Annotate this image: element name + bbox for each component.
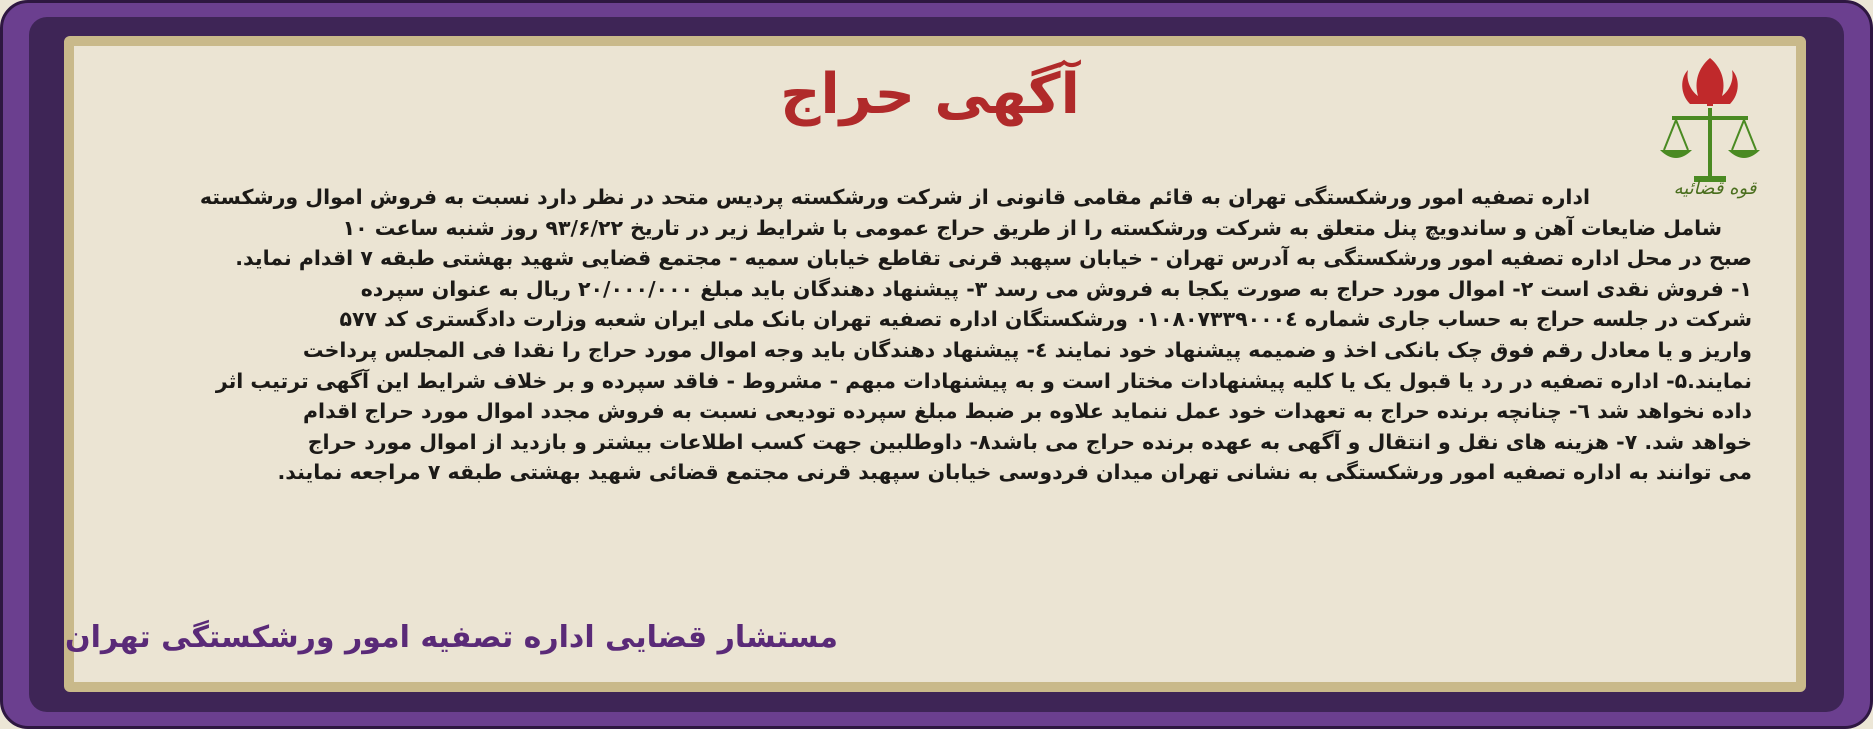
body-line: می توانند به اداره تصفیه امور ورشکستگی به نشانی تهران میدان فردوسی خیابان سپهبد قرنی مجتمع قضائی شهید بهشتی طبقه ۷ مراجعه نمایند. bbox=[277, 460, 1752, 485]
body-line: داده نخواهد شد ٦- چنانچه برنده حراج به تعهدات خود عمل ننماید علاوه بر ضبط مبلغ سپرده تودیعی نسبت به فروش مجدد اموال مورد حراج اقدام bbox=[303, 399, 1752, 424]
body-line: خواهد شد. ۷- هزینه های نقل و انتقال و آگهی به عهده برنده حراج می باشد۸- داوطلبین جهت کسب اطلاعات بیشتر و بازدید از اموال مورد حراج bbox=[307, 429, 1752, 454]
body-line: نمایند.۵- اداره تصفیه در رد یا قبول یک یا کلیه پیشنهادات مختار است و به پیشنهادات مبهم - مشروط - فاقد سپرده و بر خلاف شرایط این آگهی ترتیب اثر bbox=[215, 368, 1752, 393]
signature: مستشار قضایی اداره تصفیه امور ورشکستگی تهران bbox=[65, 620, 838, 655]
notice-body bbox=[112, 182, 1752, 488]
body-line: شامل ضایعات آهن و ساندویچ پنل متعلق به شرکت ورشکسته را از طریق حراج عمومی با شرایط زیر در تاریخ ۹۳/۶/۲۲ روز شنبه ساعت ۱۰ bbox=[342, 215, 1722, 240]
scales-of-justice-icon bbox=[1660, 108, 1760, 182]
body-line: واریز و یا معادل رقم فوق چک بانکی اخذ و ضمیمه پیشنهاد خود نمایند ٤- پیشنهاد دهندگان باید وجه اموال مورد حراج را نقدا فی المجلس پرداخت bbox=[302, 337, 1752, 362]
body-line: صبح در محل اداره تصفیه امور ورشکستگی به آدرس تهران - خیابان سپهبد قرنی تقاطع خیابان سمیه - مجتمع قضایی شهید بهشتی طبقه ۷ اقدام نماید. bbox=[235, 246, 1752, 271]
body-line: اداره تصفیه امور ورشکستگی تهران به قائم مقامی قانونی از شرکت ورشکسته پردیس متحد در نظر دارد نسبت به فروش اموال ورشکسته bbox=[199, 185, 1590, 209]
emblem-caption: قوه قضائیه bbox=[1673, 178, 1757, 199]
body-line: ۱- فروش نقدی است ۲- اموال مورد حراج به صورت یکجا به فروش می رسد ۳- پیشنهاد دهندگان باید مبلغ ۲۰/۰۰۰/۰۰۰ ریال به عنوان سپرده bbox=[360, 276, 1752, 301]
notice-title: آگهی حراج bbox=[780, 62, 1080, 127]
body-line: شرکت در جلسه حراج به حساب جاری شماره ۰۱۰۸۰۷۳۳۹۰۰۰٤ ورشکستگان اداره تصفیه تهران بانک ملی ایران شعبه وزارت دادگستری کد ۵۷۷ bbox=[339, 307, 1752, 332]
iran-emblem-icon bbox=[1682, 58, 1738, 106]
